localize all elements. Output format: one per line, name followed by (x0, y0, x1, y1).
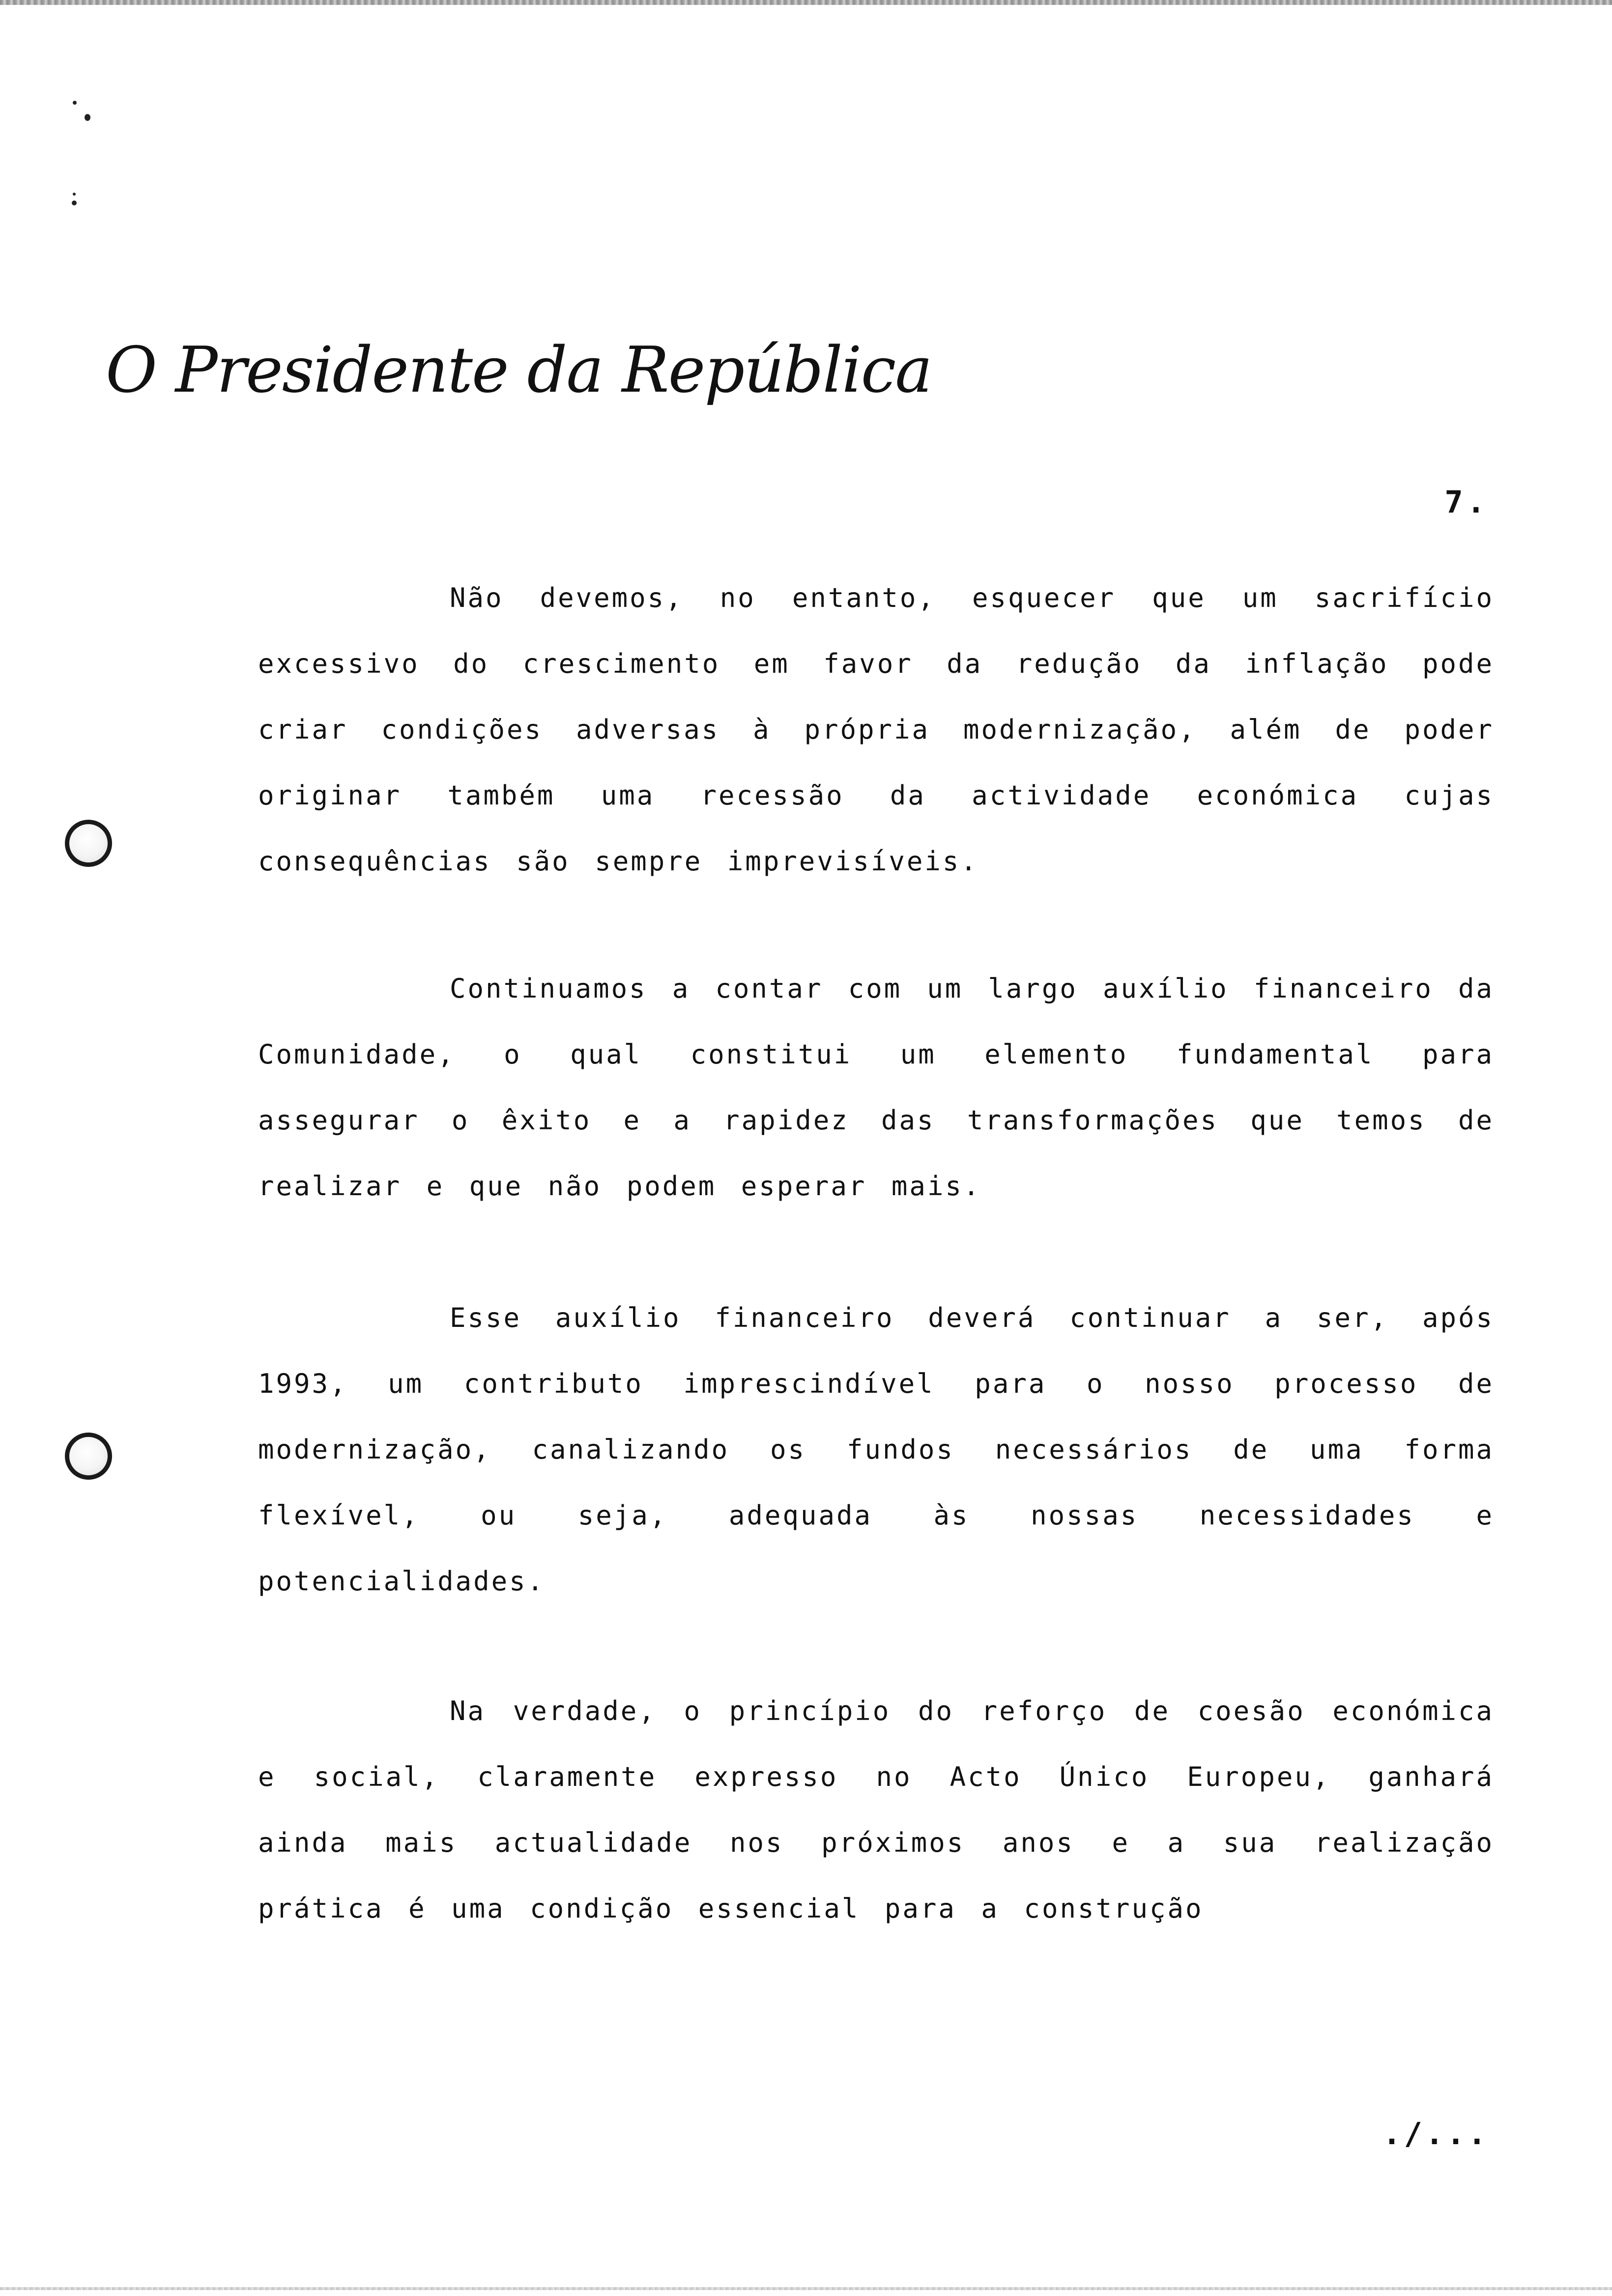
page-number: 7. (1444, 484, 1489, 520)
continuation-mark: ./... (1382, 2116, 1489, 2152)
margin-dot-mark (73, 101, 77, 105)
paragraph-3 (258, 1285, 1494, 1614)
margin-dot-mark (85, 114, 90, 121)
scan-edge-top (0, 0, 1612, 5)
paragraph-text: Esse auxílio financeiro deverá continuar a ser, após 1993, um contributo imprescindível para o nosso processo de modernização, canalizando os fundos necessários de uma forma flexível, ou seja, adequada às nossas necessidades e potencialidades. (258, 1302, 1494, 1597)
paragraph-4 (258, 1678, 1494, 1942)
paragraph-2 (258, 956, 1494, 1219)
paragraph-text: Não devemos, no entanto, esquecer que um sacrifício excessivo do crescimento em favor da redução da inflação pode criar condições adversas à própria modernização, além de poder originar também uma recessão da actividade económica cujas consequências são sempre imprevisíveis. (258, 582, 1494, 877)
letterhead-title: O Presidente da República (106, 334, 932, 407)
punch-hole-icon (65, 1433, 112, 1480)
paragraph-text: Na verdade, o princípio do reforço de coesão económica e social, claramente expresso no Acto Único Europeu, ganhará ainda mais actualidade nos próximos anos e a sua realização prática é uma condição essencial para a construção (258, 1695, 1494, 1924)
punch-hole-icon (65, 820, 112, 867)
margin-dot-mark (73, 193, 76, 196)
scan-edge-bottom (0, 2287, 1612, 2290)
paragraph-1 (258, 565, 1494, 894)
margin-dot-mark (72, 201, 77, 205)
paragraph-text: Continuamos a contar com um largo auxílio financeiro da Comunidade, o qual constitui um elemento fundamental para assegurar o êxito e a rapidez das transformações que temos de realizar e que não podem esperar mais. (258, 973, 1494, 1202)
